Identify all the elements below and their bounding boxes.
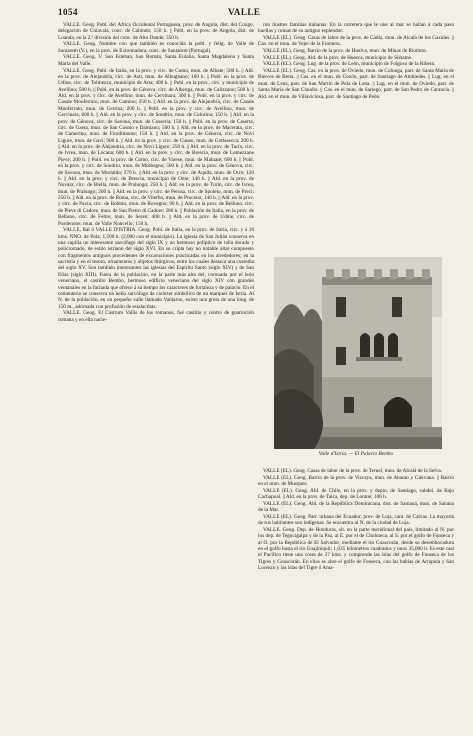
- entry-paragraph: VALLE (EL). Geog. Barrio de la prov. de Huelva, mun. de Minas de Riotinto.: [263, 48, 427, 55]
- entry-paragraph: VALLE (EL). Geog. Ald. de Chile, en la prov. y depto. de Santiago, subdel. de Bajo Cachapoal. || Ald. en la prov. de Talca, dep. de Lontué; 100 h.: [258, 487, 454, 501]
- figure-caption: Valle d'Istria. — El Palacio Bembo: [318, 451, 394, 457]
- entry-paragraph: VALLE. Geog. Nombre con que también es conocida la pobl. y felig. de Valle de Santarem (V.), en la prov. de Extremadura, conc. de Santarem (Portugal).: [58, 41, 254, 54]
- entry-paragraph: VALLE, Bal ó VALLE D'ISTRIA. Geog. Pobl. de Italia, en la prov. de Istria, circ. y á 18 kms. NNO. de Pola; 1,500 h. (2,000 con el municipio). La iglesia de San Julián conserva en una capilla un interesante sarcófago del siglo IX y un hermoso políptico de talla dorado y policromado, de estilo istriano del siglo XVI. En su cripta hay no notable altar compuesto con fragmentos antiguos procedentes de excavaciones practicadas en los alrededores; en la sacristía y en el tesoro, ornamentos y objetos litúrgicos, entre los cuales destaca una custodia del siglo XV. Son también interesantes las iglesias del Espíritu Santo (siglo XIV) y de San Elías (siglo XIII). Fuera de la población, en la parte más alta del, coronada por el león veneciano, el castillo Bembo, hermoso edificio veneciano del siglo XIV con grandes ventanales en la fachada que ofrece á su tiempo los caracteres de fortaleza y de palacio. En el cementerio se conserva un bello sarcófago de carácter simbólico de un marqués de Istria. Al N. de la población, en un pequeño valle llamado Valdarno, existe una gruta de una long. de 150 m., adornada con profusión de estalactitas.: [58, 227, 254, 310]
- entry-paragraph: VALLE (EL). Geog. Cas. en la prov. de Oviedo, mun. de Colunga, parr. de Santa María de Bierces de Berta. || Cas. en el mun. de Gozón, parr. de Santiago de Ambiedes. || Lug. en el mun. de Lena, parr. de San Martín de Pola de Lena. || Lug. en el mun. de Oviedo, parr. de Santa María de San Claudio. || Cas. en el mun. de Sariego, parr. de San Pedro de Carancia. || Ald. en el mun. de Villaviciosa, parr. de Santiago de Peón.: [258, 68, 454, 100]
- entry-paragraph: VALLE (EL). Geog. Casas de labor de la prov. de Cádiz, mun. de Alcalá de los Gazules. || Cas. en el mun. de Vejer de la Frontera.: [258, 35, 454, 48]
- entry-paragraph: VALLE (EL). Geog. Lug. de la prov. de León, municipio de Folgoso de la Ribera.: [263, 61, 436, 68]
- page-number: 1054: [58, 7, 78, 17]
- page-header: [58, 7, 458, 21]
- entry-paragraph: VALLE (EL). Geog. Ald. de la prov. de Huesca, municipio de Siétamo.: [263, 54, 413, 61]
- entry-paragraph: VALLE (EL). Geog. Casas de labor de la prov. de Teruel, mun. de Alcalá de la Selva.: [263, 468, 442, 474]
- palace-illustration: [274, 257, 442, 449]
- entry-paragraph: VALLE. Geog. Pobl. del África Occidental Portuguesa, prov. de Angola, dist. del Congo, delegación de Chiavala, conc. de Cabindo; 150 h. || Pobl. en la prov. de Angola, dist. de Loanda, en la 2.ª división del conc. de Alto Dande; 350 h.: [58, 22, 254, 41]
- left-column: [58, 22, 254, 728]
- entry-paragraph: VALLE. Geog. El Castrum Vallis de los romanos, fué castillo y centro de guarnición romana y en ella nacie-: [58, 310, 254, 323]
- entry-paragraph: VALLE. Geog. Dep. de Honduras, sit. en la parte meridional del país, limitado al N. por los dep. de Tegucigalpa y de la Paz, al E. por el de Choluteca, al S. por el golfo de Fonseca y al O. por la República de El Salvador, mediante el río Goascorán, desde su desembocadura en el golfo hasta el río Guajiniquil; 1,635 kilómetros cuadrados y unos 35,000 h. Es este casi el Pacífico tiene una costa de 37 kms. y comprende las islas del golfo de Fonseca de los Tigres y Goascorán. En ellas se abre el golfo de Fonseca, con las bahías de Arrapola y San Lorenzo y las islas del Tigre ó Ama-: [258, 526, 454, 572]
- entry-paragraph: VALLE (EL). Geog. Barrio de la prov. de Vizcaya, mun. de Abanto y Ciérvana. || Barrio en el mun. de Musques.: [258, 474, 454, 488]
- right-column-top: [258, 22, 454, 254]
- entry-paragraph: ron ilustres familias italianas. En la carretera que le une al mar se hallan á cada paso huellas y ruinas de su antiguo esplendor.: [258, 22, 454, 35]
- entry-paragraph: VALLE (EL). Geog. Ald. de la República Dominicana, dist. de Samaná, mun. de Sabana de la Mar.: [258, 500, 454, 514]
- running-head: VALLE: [228, 7, 261, 17]
- palace-photo: [274, 257, 442, 449]
- entry-paragraph: VALLE (EL). Geog. Parr. urbana del Ecuador, prov. de Loja, cant. de Calvas. La mayoría de sus habitantes son indígenas. Se encuentra al N. de la ciudad de Loja.: [258, 513, 454, 527]
- entry-paragraph: VALLE. Geog. V. San Esteban, San Román, Santa Eulalia, Santa Magdalena y Santa María del Valle.: [58, 54, 254, 67]
- right-column-bottom: [258, 468, 454, 730]
- entry-paragraph: VALLE. Geog. Pobl. de Italia, en la prov. y circ. de Como, mun. de Albate; 500 h. || Ald. en la prov. de Alejandría, circ. de Asti, mun. de Albugnano; 100 h. || Pobl. en la prov. de Udine, circ. de Tolmezzo, municipio de Arta; 400 h. || Pobl. en la prov., circ. y municipio de Avellino; 500 h. || Pobl. en la prov. de Génova, circ. de Albenga, mun. de Calizzano; 500 h. || Ald. en la prov. y circ. de Avellino, mun. de Cervinara; 300 h. || Pobl. en la prov. y circ. de Casale Monferrato, mun. de Camino; 250 h. || Ald. en la prov. de Alejandría, circ. de Casale Monferrato, mun. de Cerrina; 200 h. || Pobl. en la prov. y circ. de Avellino, mun. de Cervinara, 600 h. || Ald. en la prov. y circ. de Sondrio, mun. de Colorina; 150 h. || Ald. en la prov. de Génova, circ. de Savona, mun. de Cosseria; 150 h. || Pobl. en la prov. de Caserta, circ. de Gaeta, mun. de San Cosmo e Damiano; 500 h. || Ald. en la prov. de Macerata, circ. de Camerino, mun. de Fiordimonte; 150 h. || Ald. en la prov. de Génova, circ. de Novi Ligure, mun. de Gavi; 900 h. || Ald. en la prov. y circ. de Cuneo, mun. de Gottasecca; 200 h. || Ald. en la prov. de Alejandría, circ. de Novi Ligure; 250 h. || Ald. en la prov. de Turín, circ. de Ivrea, mun. de Locana; 600 h. || Ald. en la prov. y circ. de Brescia, mun. de Lumezzane Pieve; 200 h. || Pobl. en la prov. de Como, circ. de Varese, mun. de Malnate; 600 h. || Pobl. en la prov. y circ. de Sondrio, mun. de Morbegno; 500 h. || Ald. en la prov. de Génova, circ. de Savona, mun. de Murialdo; 270 h. || Ald. en la prov. y circ. de Aquila, mun. de Ocre; 120 h. || Ald. en la prov. y circ. de Brescia, municipio de Ome; 140 h. || Ald. en la prov. de Novara, circ. de Biella, mun. de Pralungo; 250 h. || Ald. en la prov. de Turín, circ. de Ivrea, mun. de Pralungo; 200 h. || Ald. en la prov. y circ. de Perusa, circ. de Spoleto, mun. de Preci; 250 h. || Ald. en la prov. de Roma, circ. de Viterbo, mun. de Proceno; 140 h. || Ald. en la prov. y circ. de Pavía, circ. de Bobbio, mun. de Rovegno; 90 h. || Ald. en la prov. de Belluno, circ. de Pieve di Cadore, mun. de San Pietro di Cadore; 280 h. || Población de Italia, en la prov. de Belluno, circ. de Feltre, mun. de Seren; 400 h. || Ald. en la prov. de Udine, circ. de Pordenone, mun. de Valle Noncello; 150 h.: [58, 67, 254, 227]
